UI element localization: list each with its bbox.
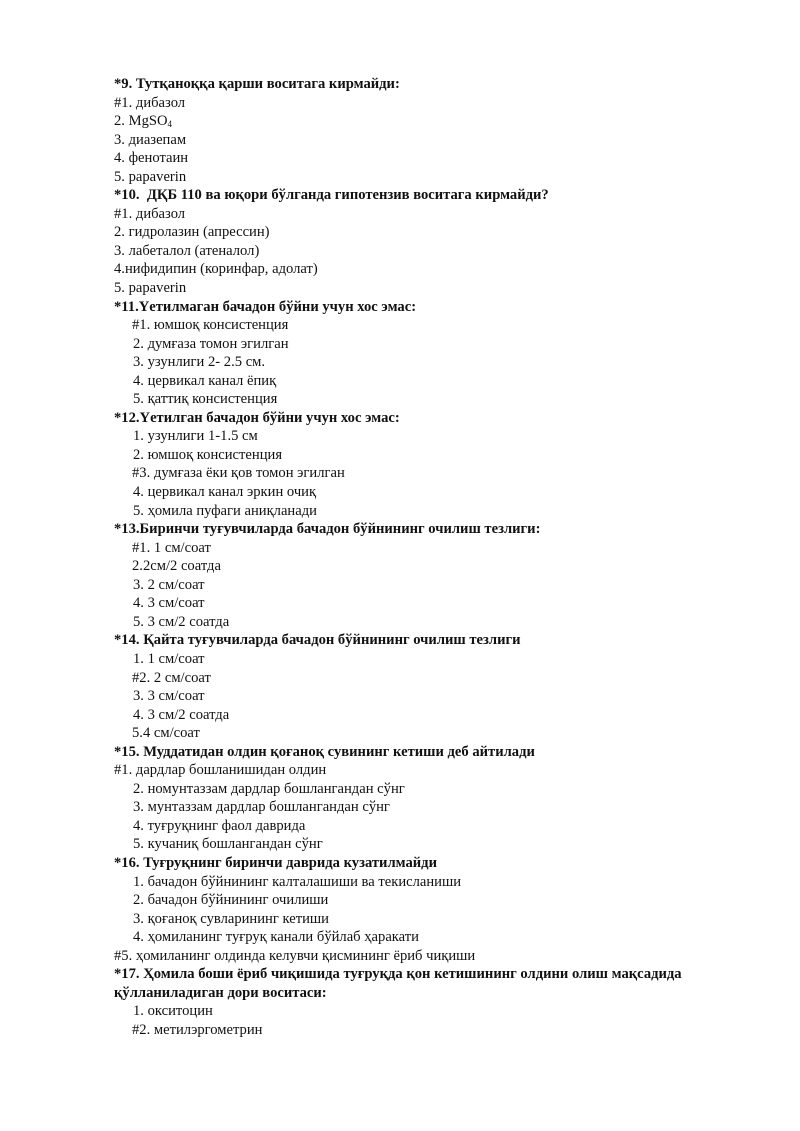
- answer-option-text: 3. диазепам: [114, 131, 187, 148]
- answer-option: [0, 761, 800, 780]
- answer-option-text: 5.4 см/соат: [132, 725, 200, 742]
- answer-option-text: #1. 1 см/соат: [132, 539, 211, 556]
- answer-option-text: 3. 3 см/соат: [133, 688, 205, 705]
- answer-option: [0, 112, 800, 131]
- answer-option-text: 5. кучаниқ бошлангандан сўнг: [133, 836, 323, 853]
- answer-option: [0, 242, 800, 261]
- answer-option-text: 2. юмшоқ консистенция: [133, 446, 283, 463]
- answer-option-text: 2.2см/2 соатда: [132, 558, 221, 575]
- answer-option-text: 3. қоғаноқ сувларининг кетиши: [133, 910, 329, 927]
- answer-option-text: #2. метилэргометрин: [132, 1021, 263, 1038]
- answer-option-text: 3. мунтаззам дардлар бошлангандан сўнг: [133, 799, 390, 816]
- answer-option-text: 4. 3 см/соат: [133, 595, 205, 612]
- answer-option: [0, 817, 800, 836]
- answer-option: [0, 353, 800, 372]
- answer-option-text: 1. узунлиги 1-1.5 см: [133, 428, 258, 445]
- question-title: *11.Yетилмаган бачадон бўйни учун хос эмас:: [114, 298, 417, 315]
- answer-option: [0, 576, 800, 595]
- answer-option-text: 5. ҳомила пуфаги аниқланади: [133, 502, 317, 519]
- question-block: [0, 743, 800, 854]
- answer-option-text: #1. дибазол: [114, 205, 186, 222]
- answer-option: [0, 539, 800, 558]
- answer-option: [0, 483, 800, 502]
- answer-option-text: 1. 1 см/соат: [133, 650, 205, 667]
- answer-option: [0, 446, 800, 465]
- question-title: *13.Биринчи туғувчиларда бачадон бўйнининг очилиш тезлиги:: [114, 521, 541, 538]
- question-block: [0, 75, 800, 186]
- answer-option-text: 2. гидролазин (апрессин): [114, 224, 270, 241]
- answer-option-text: #1. дибазол: [114, 94, 186, 111]
- document-page: [0, 75, 800, 1039]
- answer-option: [0, 873, 800, 892]
- answer-option: [0, 928, 800, 947]
- answer-option: [0, 557, 800, 576]
- question-title: *16. Туғруқнинг биринчи даврида кузатилмайди: [114, 854, 437, 871]
- answer-option-text: 3. лабеталол (атеналол): [114, 242, 260, 259]
- answer-option-text: 2. бачадон бўйнининг очилиши: [133, 892, 329, 909]
- question-title: *10. ДҚБ 110 ва юқори бўлганда гипотензив воситага кирмайди?: [114, 187, 549, 204]
- answer-option-text: 4. 3 см/2 соатда: [133, 706, 230, 723]
- answer-option: [0, 947, 800, 966]
- answer-option: [0, 594, 800, 613]
- answer-option: [0, 724, 800, 743]
- answer-option-text: 2. MgSO: [114, 113, 168, 130]
- answer-option-text: 1. бачадон бўйнининг калталашиши ва текисланиши: [133, 873, 462, 890]
- question-block: [0, 854, 800, 965]
- answer-option: [0, 372, 800, 391]
- answer-option: [0, 613, 800, 632]
- answer-option-text: 2. номунтаззам дардлар бошлангандан сўнг: [133, 780, 405, 797]
- answer-option-text: 4. туғруқнинг фаол даврида: [133, 817, 306, 834]
- answer-option-text: 3. узунлиги 2- 2.5 см.: [133, 354, 266, 371]
- answer-option-text: 5. papaverin: [114, 168, 187, 185]
- answer-option-text: 1. окситоцин: [133, 1003, 213, 1020]
- answer-option: [0, 131, 800, 150]
- question-title: *14. Қайта туғувчиларда бачадон бўйнининг очилиш тезлиги: [114, 632, 521, 649]
- answer-option-text: 3. 2 см/соат: [133, 576, 205, 593]
- question-title: *15. Муддатидан олдин қоғаноқ сувининг кетиши деб айтилади: [114, 743, 535, 760]
- answer-option: [0, 706, 800, 725]
- answer-option: [0, 279, 800, 298]
- question-block: [0, 409, 800, 520]
- answer-option-text: #1. юмшоқ консистенция: [132, 317, 289, 334]
- answer-option-text: #2. 2 см/соат: [132, 669, 211, 686]
- answer-option-text: 5. 3 см/2 соатда: [133, 613, 230, 630]
- answer-option: [0, 94, 800, 113]
- answer-option: [0, 168, 800, 187]
- answer-option: [0, 427, 800, 446]
- answer-option-text: 4.нифидипин (коринфар, адолат): [114, 261, 318, 278]
- answer-option: [0, 223, 800, 242]
- answer-option-text: 2. думғаза томон эгилган: [133, 335, 289, 352]
- answer-option-text: 4. фенотаин: [114, 150, 189, 167]
- answer-option: [0, 687, 800, 706]
- answer-option: [0, 780, 800, 799]
- question-block: [0, 965, 800, 1039]
- answer-option: [0, 316, 800, 335]
- answer-option: [0, 205, 800, 224]
- answer-option: [0, 798, 800, 817]
- answer-option: [0, 835, 800, 854]
- question-block: [0, 520, 800, 631]
- answer-option: [0, 464, 800, 483]
- answer-option-text: #5. ҳомиланинг олдинда келувчи қисмининг ёриб чиқиши: [114, 947, 476, 964]
- answer-option-text: 4. ҳомиланинг туғруқ канали бўйлаб ҳаракати: [133, 929, 419, 946]
- question-title: *9. Тутқаноққа қарши воситага кирмайди:: [114, 76, 400, 92]
- answer-option-text: 5. қаттиқ консистенция: [133, 391, 278, 408]
- answer-option-text: #3. думғаза ёки қов томон эгилган: [132, 465, 345, 482]
- answer-option: [0, 669, 800, 688]
- question-title: *17. Ҳомила боши ёриб чиқишида туғруқда қон кетишининг олдини олиш мақсадида қўлланиладиган дори воситаси:: [114, 966, 686, 1001]
- question-title: *12.Yетилган бачадон бўйни учун хос эмас:: [114, 409, 400, 426]
- answer-option: [0, 1002, 800, 1021]
- answer-option-text: 5. papaverin: [114, 280, 187, 297]
- question-block: [0, 631, 800, 742]
- subscript: 4: [167, 119, 173, 130]
- question-block: [0, 298, 800, 409]
- answer-option: [0, 149, 800, 168]
- answer-option: [0, 502, 800, 521]
- answer-option: [0, 650, 800, 669]
- answer-option: [0, 335, 800, 354]
- answer-option: [0, 260, 800, 279]
- answer-option-text: 4. цервикал канал эркин очиқ: [133, 484, 317, 501]
- answer-option: [0, 910, 800, 929]
- answer-option-text: 4. цервикал канал ёпиқ: [133, 372, 277, 389]
- question-block: [0, 186, 800, 297]
- answer-option: [0, 390, 800, 409]
- answer-option: [0, 891, 800, 910]
- answer-option-text: #1. дардлар бошланишидан олдин: [114, 762, 327, 779]
- answer-option: [0, 1021, 800, 1040]
